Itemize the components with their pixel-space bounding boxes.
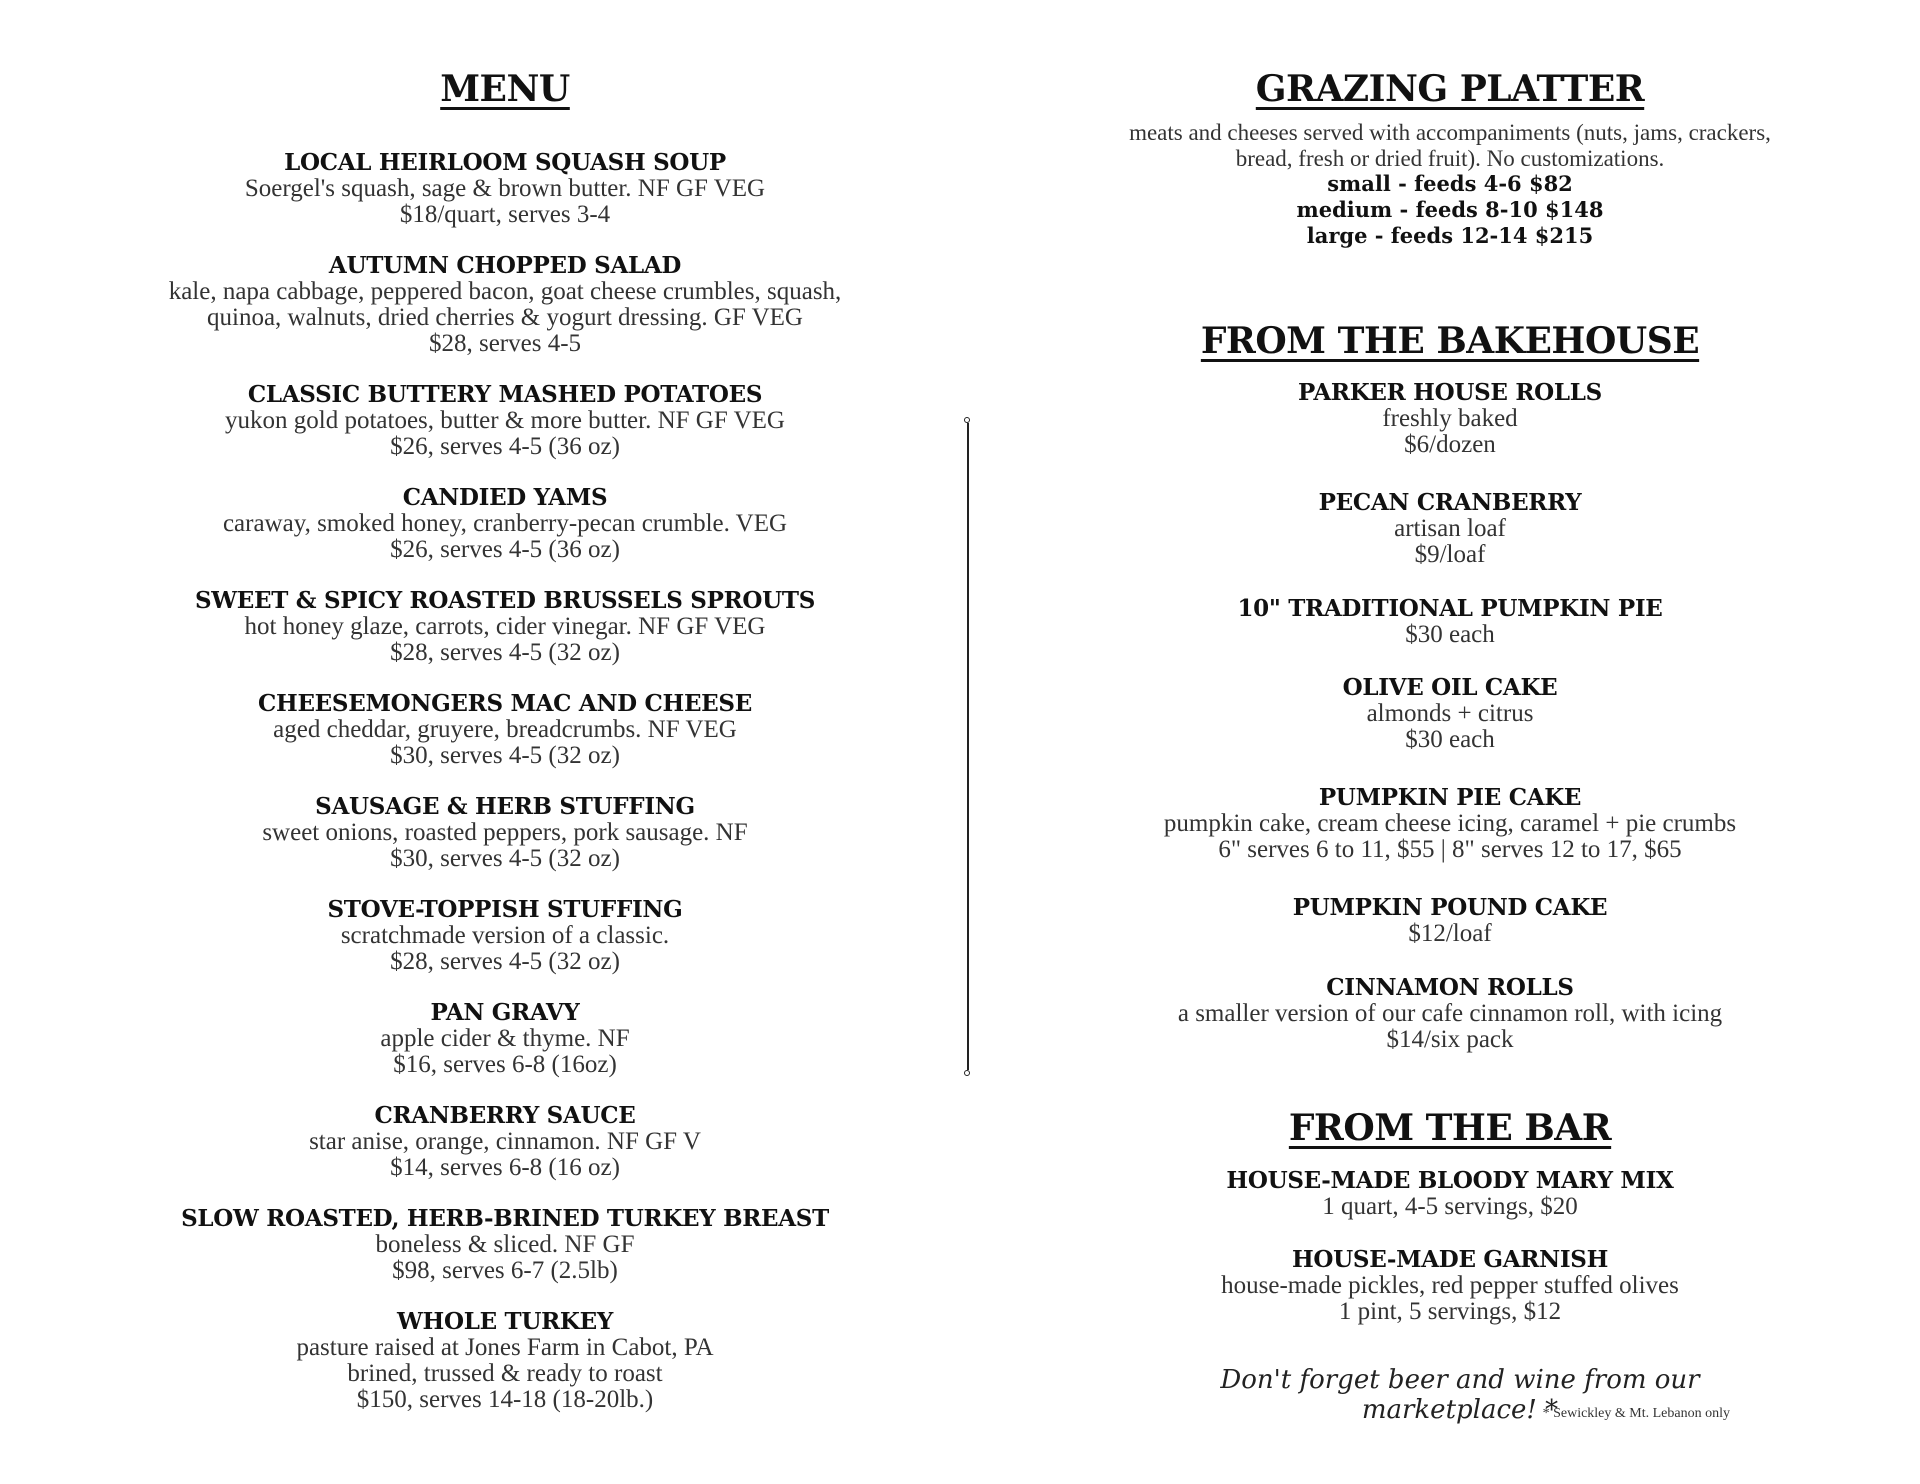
grazing-desc-line: meats and cheeses served with accompaniments (nuts, jams, crackers, bbox=[1129, 120, 1771, 145]
menu-item bbox=[80, 382, 930, 460]
item-name: SLOW ROASTED, HERB-BRINED TURKEY BREAST bbox=[181, 1205, 829, 1232]
menu-item bbox=[80, 588, 930, 666]
grazing-desc-line: bread, fresh or dried fruit). No customizations. bbox=[1235, 146, 1665, 171]
menu-item bbox=[80, 1206, 930, 1284]
item-description: boneless & sliced. NF GF bbox=[375, 1231, 635, 1258]
menu-item bbox=[80, 691, 930, 769]
menu-item bbox=[80, 1000, 930, 1078]
item-description: brined, trussed & ready to roast bbox=[347, 1360, 663, 1387]
bar-item bbox=[1050, 1247, 1850, 1325]
item-description: house-made pickles, red pepper stuffed olives bbox=[1221, 1272, 1679, 1299]
item-price: 1 quart, 4-5 servings, $20 bbox=[1322, 1193, 1578, 1220]
item-price: $26, serves 4-5 (36 oz) bbox=[390, 536, 620, 563]
item-name: 10" TRADITIONAL PUMPKIN PIE bbox=[1237, 595, 1663, 622]
item-name: SAUSAGE & HERB STUFFING bbox=[315, 793, 695, 820]
bakehouse-item bbox=[1050, 675, 1850, 753]
item-name: CANDIED YAMS bbox=[402, 484, 608, 511]
item-price: $12/loaf bbox=[1408, 920, 1492, 947]
item-description: Soergel's squash, sage & brown butter. NF GF VEG bbox=[244, 175, 766, 202]
item-name: STOVE-TOPPISH STUFFING bbox=[327, 896, 683, 923]
item-name: CLASSIC BUTTERY MASHED POTATOES bbox=[247, 381, 763, 408]
item-description: quinoa, walnuts, dried cherries & yogurt dressing. GF VEG bbox=[207, 304, 803, 331]
item-name: PUMPKIN PIE CAKE bbox=[1318, 784, 1582, 811]
item-price: $30, serves 4-5 (32 oz) bbox=[390, 845, 620, 872]
bakehouse-item bbox=[1050, 596, 1850, 648]
bakehouse-title: FROM THE BAKEHOUSE bbox=[1200, 320, 1700, 362]
item-description: freshly baked bbox=[1382, 405, 1518, 432]
item-description: hot honey glaze, carrots, cider vinegar. NF GF VEG bbox=[244, 613, 766, 640]
item-price: $28, serves 4-5 bbox=[428, 330, 582, 357]
item-price: $14, serves 6-8 (16 oz) bbox=[390, 1154, 620, 1181]
item-description: caraway, smoked honey, cranberry-pecan crumble. VEG bbox=[222, 510, 788, 537]
item-description: sweet onions, roasted peppers, pork sausage. NF bbox=[262, 819, 748, 846]
location-footnote: * Sewickley & Mt. Lebanon only bbox=[1542, 1406, 1730, 1421]
bakehouse-item bbox=[1050, 785, 1850, 863]
item-name: WHOLE TURKEY bbox=[397, 1308, 613, 1335]
menu-item bbox=[80, 150, 930, 228]
grazing-sizes bbox=[1050, 171, 1850, 249]
item-name: SWEET & SPICY ROASTED BRUSSELS SPROUTS bbox=[194, 587, 816, 614]
menu-title: MENU bbox=[440, 68, 570, 110]
item-name: CRANBERRY SAUCE bbox=[374, 1102, 636, 1129]
item-price: 1 pint, 5 servings, $12 bbox=[1338, 1298, 1562, 1325]
item-description: star anise, orange, cinnamon. NF GF V bbox=[309, 1128, 701, 1155]
item-name: PAN GRAVY bbox=[430, 999, 580, 1026]
menu-item bbox=[80, 1103, 930, 1181]
item-description: aged cheddar, gruyere, breadcrumbs. NF VEG bbox=[273, 716, 737, 743]
item-price: $150, serves 14-18 (18-20lb.) bbox=[356, 1386, 654, 1413]
item-description: pumpkin cake, cream cheese icing, caramel + pie crumbs bbox=[1163, 810, 1737, 837]
item-price: $14/six pack bbox=[1386, 1026, 1514, 1053]
item-name: CHEESEMONGERS MAC AND CHEESE bbox=[258, 690, 752, 717]
item-price: $98, serves 6-7 (2.5lb) bbox=[392, 1257, 618, 1284]
column-divider bbox=[967, 423, 969, 1070]
item-description: a smaller version of our cafe cinnamon roll, with icing bbox=[1177, 1000, 1723, 1027]
item-price: $9/loaf bbox=[1414, 541, 1486, 568]
item-price: 6" serves 6 to 11, $55 | 8" serves 12 to 17, $65 bbox=[1218, 836, 1682, 863]
item-name: PECAN CRANBERRY bbox=[1318, 489, 1582, 516]
bakehouse-item bbox=[1050, 975, 1850, 1053]
bakehouse-item bbox=[1050, 490, 1850, 568]
item-price: $16, serves 6-8 (16oz) bbox=[393, 1051, 617, 1078]
menu-item bbox=[80, 485, 930, 563]
marketplace-note: Don't forget beer and wine from our marketplace! * bbox=[1220, 1365, 1700, 1425]
grazing-size-large: large - feeds 12-14 $215 bbox=[1306, 223, 1594, 248]
menu-item bbox=[80, 897, 930, 975]
menu-item bbox=[80, 794, 930, 872]
item-name: OLIVE OIL CAKE bbox=[1342, 674, 1558, 701]
item-price: $28, serves 4-5 (32 oz) bbox=[390, 948, 620, 975]
item-description: scratchmade version of a classic. bbox=[340, 922, 670, 949]
item-name: HOUSE-MADE GARNISH bbox=[1291, 1246, 1609, 1273]
item-price: $30 each bbox=[1405, 726, 1495, 753]
menu-item bbox=[80, 253, 930, 357]
item-name: PUMPKIN POUND CAKE bbox=[1292, 894, 1608, 921]
item-description: apple cider & thyme. NF bbox=[380, 1025, 630, 1052]
item-name: CINNAMON ROLLS bbox=[1326, 974, 1574, 1001]
grazing-size-medium: medium - feeds 8-10 $148 bbox=[1296, 197, 1604, 222]
grazing-description bbox=[1050, 120, 1850, 172]
item-name: LOCAL HEIRLOOM SQUASH SOUP bbox=[284, 149, 726, 176]
item-price: $28, serves 4-5 (32 oz) bbox=[390, 639, 620, 666]
item-name: AUTUMN CHOPPED SALAD bbox=[328, 252, 682, 279]
grazing-platter-title: GRAZING PLATTER bbox=[1255, 68, 1645, 110]
item-description: pasture raised at Jones Farm in Cabot, PA bbox=[296, 1334, 714, 1361]
bar-item bbox=[1050, 1168, 1850, 1220]
item-price: $26, serves 4-5 (36 oz) bbox=[390, 433, 620, 460]
menu-item bbox=[80, 1309, 930, 1413]
bakehouse-item bbox=[1050, 380, 1850, 458]
bakehouse-item bbox=[1050, 895, 1850, 947]
item-price: $6/dozen bbox=[1404, 431, 1496, 458]
item-description: kale, napa cabbage, peppered bacon, goat cheese crumbles, squash, bbox=[168, 278, 842, 305]
item-price: $18/quart, serves 3-4 bbox=[399, 201, 611, 228]
item-name: PARKER HOUSE ROLLS bbox=[1298, 379, 1602, 406]
item-name: HOUSE-MADE BLOODY MARY MIX bbox=[1226, 1167, 1674, 1194]
item-price: $30, serves 4-5 (32 oz) bbox=[390, 742, 620, 769]
item-description: almonds + citrus bbox=[1366, 700, 1534, 727]
item-price: $30 each bbox=[1405, 621, 1495, 648]
item-description: yukon gold potatoes, butter & more butter. NF GF VEG bbox=[225, 407, 785, 434]
item-description: artisan loaf bbox=[1394, 515, 1506, 542]
grazing-size-small: small - feeds 4-6 $82 bbox=[1327, 171, 1573, 196]
bar-title: FROM THE BAR bbox=[1288, 1107, 1612, 1149]
